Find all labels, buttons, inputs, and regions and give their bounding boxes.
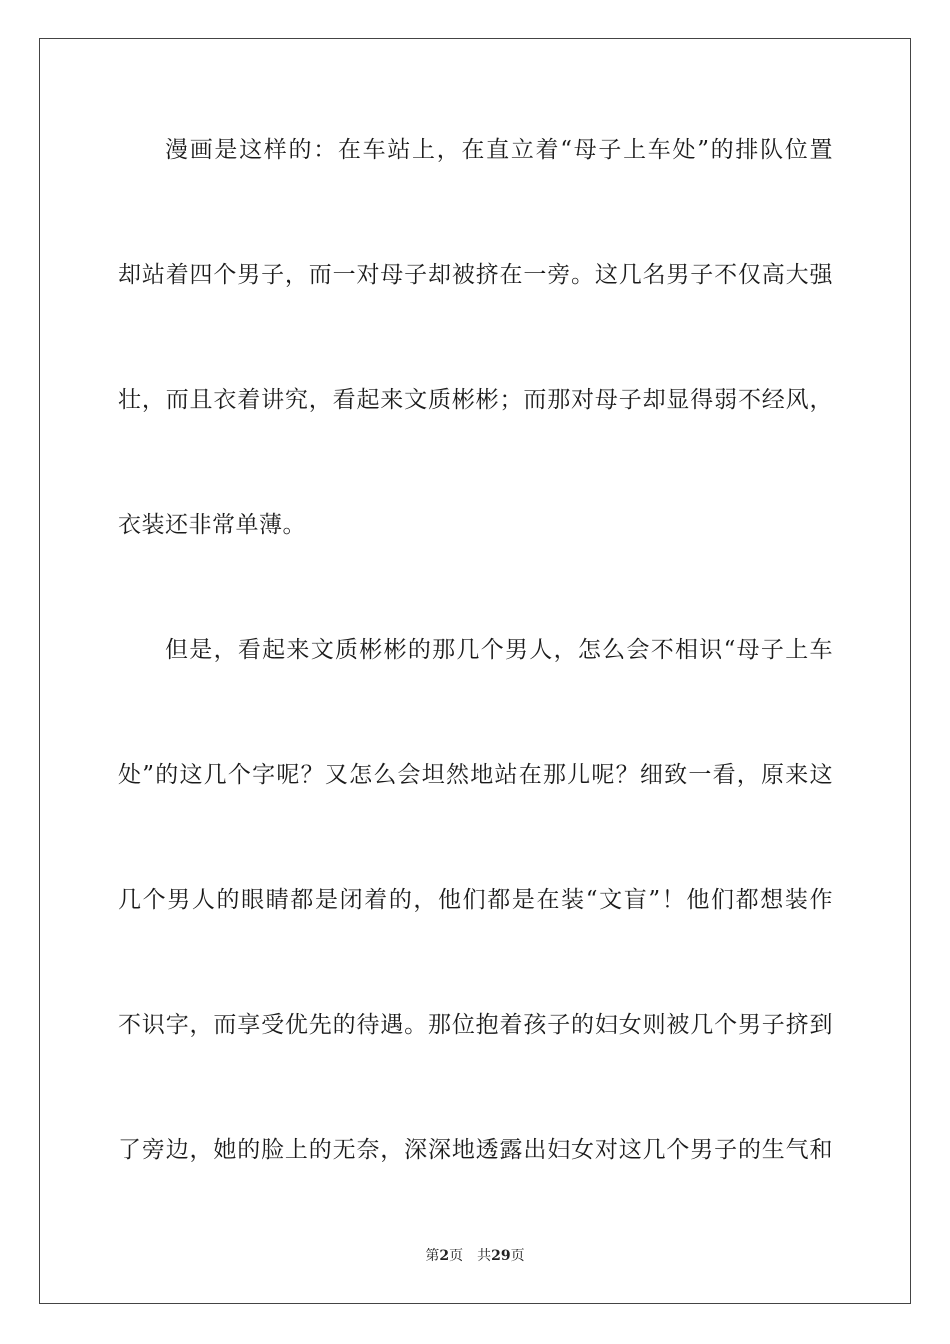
- total-prefix: 共: [477, 1248, 492, 1264]
- text-line-1: 漫画是这样的：在车站上，在直立着“母子上车处”的排队位置: [165, 137, 833, 163]
- text-line-9: 了旁边，她的脸上的无奈，深深地透露出妇女对这几个男子的生气和: [118, 1137, 833, 1163]
- text-line-3: 壮，而且衣着讲究，看起来文质彬彬；而那对母子却显得弱不经风，: [118, 387, 833, 413]
- text-line-6: 处”的这几个字呢？又怎么会坦然地站在那儿呢？细致一看，原来这: [118, 762, 833, 788]
- page-border: [39, 38, 911, 1304]
- text-line-4: 衣装还非常单薄。: [118, 512, 306, 538]
- total-pages: 29: [491, 1248, 511, 1264]
- total-suffix: 页: [510, 1248, 525, 1264]
- text-line-8: 不识字，而享受优先的待遇。那位抱着孩子的妇女则被几个男子挤到: [118, 1012, 833, 1038]
- page-prefix: 第: [425, 1248, 440, 1264]
- text-line-5: 但是，看起来文质彬彬的那几个男人，怎么会不相识“母子上车: [165, 637, 833, 663]
- page-suffix: 页: [449, 1248, 464, 1264]
- text-line-7: 几个男人的眼睛都是闭着的，他们都是在装“文盲”！他们都想装作: [118, 887, 833, 913]
- page-number: 2: [439, 1248, 450, 1264]
- text-line-2: 却站着四个男子，而一对母子却被挤在一旁。这几名男子不仅高大强: [118, 262, 833, 288]
- page-footer: [0, 1246, 950, 1266]
